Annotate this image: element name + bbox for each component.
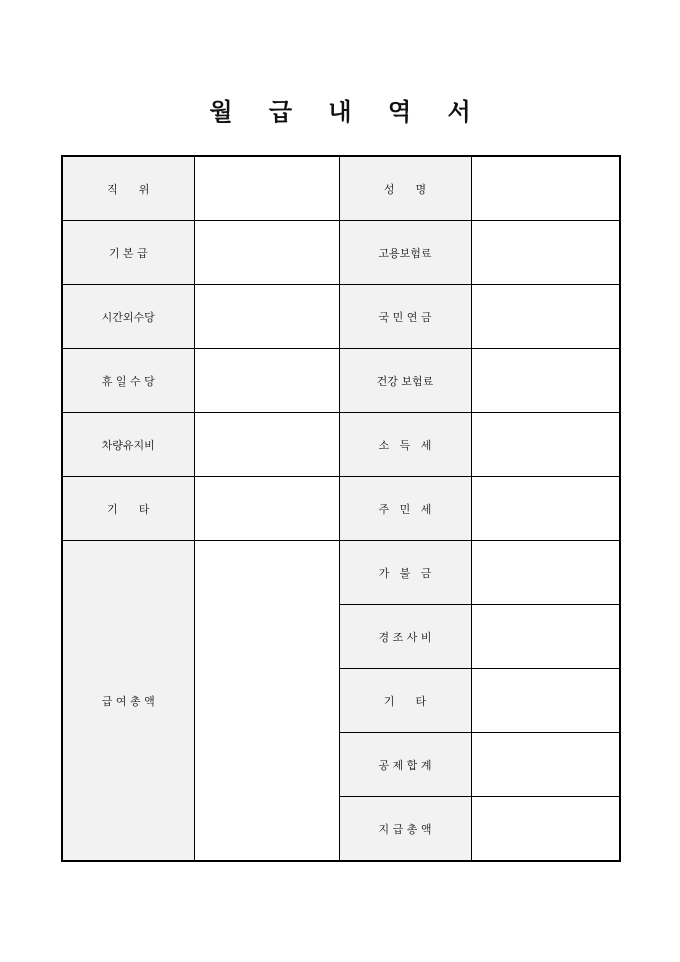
table-row (62, 349, 620, 413)
net-pay-label: 지 급 총 액 (339, 797, 471, 862)
employment-insurance-value-cell[interactable] (471, 221, 620, 285)
other-deduction-label: 기 타 (339, 669, 471, 733)
table-row (62, 541, 620, 605)
other-income-label: 기 타 (62, 477, 194, 541)
employment-insurance-label: 고용보험료 (339, 221, 471, 285)
table-row (62, 413, 620, 477)
table-row (62, 285, 620, 349)
total-pay-value-cell[interactable] (194, 541, 339, 862)
income-tax-label: 소 득 세 (339, 413, 471, 477)
overtime-pay-label: 시간외수당 (62, 285, 194, 349)
position-value-cell[interactable] (194, 156, 339, 221)
income-tax-value-cell[interactable] (471, 413, 620, 477)
base-salary-value-cell[interactable] (194, 221, 339, 285)
deduction-total-value-cell[interactable] (471, 733, 620, 797)
other-deduction-value-cell[interactable] (471, 669, 620, 733)
net-pay-value-cell[interactable] (471, 797, 620, 862)
name-value-cell[interactable] (471, 156, 620, 221)
position-label: 직 위 (62, 156, 194, 221)
resident-tax-label: 주 민 세 (339, 477, 471, 541)
name-label: 성 명 (339, 156, 471, 221)
table-row (62, 156, 620, 221)
health-insurance-label: 건강 보험료 (339, 349, 471, 413)
holiday-pay-value-cell[interactable] (194, 349, 339, 413)
condolence-expense-label: 경 조 사 비 (339, 605, 471, 669)
total-pay-label: 급 여 총 액 (62, 541, 194, 862)
condolence-expense-value-cell[interactable] (471, 605, 620, 669)
vehicle-allowance-value-cell[interactable] (194, 413, 339, 477)
table-row (62, 221, 620, 285)
payslip-table (61, 155, 621, 862)
vehicle-allowance-label: 차량유지비 (62, 413, 194, 477)
advance-payment-label: 가 불 금 (339, 541, 471, 605)
resident-tax-value-cell[interactable] (471, 477, 620, 541)
national-pension-value-cell[interactable] (471, 285, 620, 349)
health-insurance-value-cell[interactable] (471, 349, 620, 413)
base-salary-label: 기 본 급 (62, 221, 194, 285)
holiday-pay-label: 휴 일 수 당 (62, 349, 194, 413)
deduction-total-label: 공 제 합 계 (339, 733, 471, 797)
overtime-pay-value-cell[interactable] (194, 285, 339, 349)
table-row (62, 477, 620, 541)
advance-payment-value-cell[interactable] (471, 541, 620, 605)
national-pension-label: 국 민 연 금 (339, 285, 471, 349)
other-income-value-cell[interactable] (194, 477, 339, 541)
document-title: 월 급 내 역 서 (209, 98, 485, 126)
